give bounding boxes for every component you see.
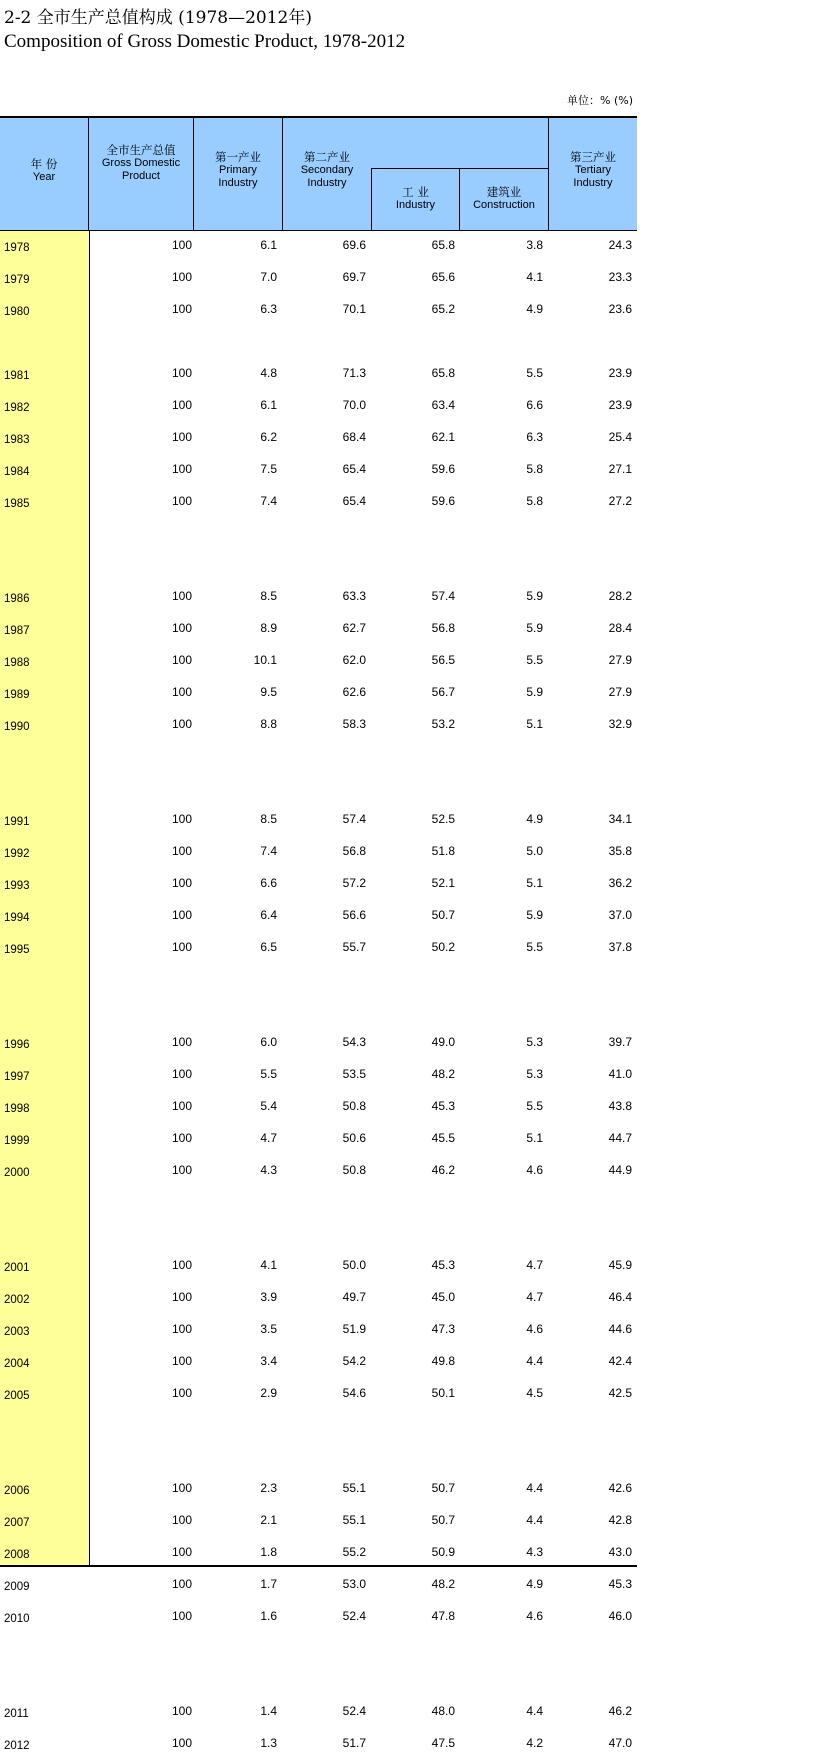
- row-year: 1993: [4, 880, 30, 892]
- cell-industry: 50.7: [431, 1513, 455, 1527]
- cell-gdp: 100: [171, 302, 192, 316]
- cell-gdp: 100: [171, 1099, 192, 1113]
- cell-industry: 56.5: [431, 653, 455, 667]
- cell-industry: 52.5: [431, 812, 455, 826]
- cell-construction: 5.0: [526, 844, 543, 858]
- cell-primary: 6.1: [260, 238, 277, 252]
- cell-primary: 1.4: [260, 1704, 277, 1718]
- cell-primary: 8.5: [260, 589, 277, 603]
- cell-construction: 4.6: [526, 1163, 543, 1177]
- row-year: 1987: [4, 625, 30, 637]
- cell-industry: 45.3: [431, 1099, 455, 1113]
- cell-construction: 4.4: [526, 1704, 543, 1718]
- table-row: [0, 1163, 637, 1183]
- table-row: [0, 430, 637, 450]
- cell-secondary: 52.4: [342, 1704, 366, 1718]
- cell-primary: 3.9: [260, 1290, 277, 1304]
- cell-industry: 48.2: [431, 1577, 455, 1591]
- table-row: [0, 462, 637, 482]
- table-row: [0, 1258, 637, 1278]
- cell-industry: 63.4: [431, 398, 455, 412]
- table-row: [0, 494, 637, 514]
- row-year: 2010: [4, 1613, 30, 1625]
- page-title-en: Composition of Gross Domestic Product, 1978-2012: [4, 31, 406, 52]
- cell-primary: 6.0: [260, 1035, 277, 1049]
- unit-label: 单位：% (%): [567, 94, 633, 107]
- cell-gdp: 100: [171, 621, 192, 635]
- cell-secondary: 68.4: [342, 430, 366, 444]
- cell-gdp: 100: [171, 398, 192, 412]
- cell-construction: 4.4: [526, 1354, 543, 1368]
- cell-tertiary: 27.9: [608, 653, 632, 667]
- cell-gdp: 100: [171, 876, 192, 890]
- cell-gdp: 100: [171, 940, 192, 954]
- row-year: 1999: [4, 1135, 30, 1147]
- table-row: [0, 1386, 637, 1406]
- cell-tertiary: 27.2: [608, 494, 632, 508]
- cell-industry: 56.8: [431, 621, 455, 635]
- cell-primary: 6.5: [260, 940, 277, 954]
- cell-tertiary: 34.1: [608, 812, 632, 826]
- row-year: 1991: [4, 816, 30, 828]
- cell-industry: 47.5: [431, 1736, 455, 1750]
- cell-construction: 6.3: [526, 430, 543, 444]
- table-row: [0, 1481, 637, 1501]
- cell-tertiary: 43.0: [608, 1545, 632, 1559]
- header-year: 年 份 Year: [30, 157, 58, 183]
- cell-industry: 47.3: [431, 1322, 455, 1336]
- cell-industry: 50.9: [431, 1545, 455, 1559]
- cell-gdp: 100: [171, 366, 192, 380]
- cell-primary: 5.4: [260, 1099, 277, 1113]
- row-year: 1989: [4, 689, 30, 701]
- row-year: 2012: [4, 1740, 30, 1752]
- table-row: [0, 238, 637, 258]
- cell-gdp: 100: [171, 1131, 192, 1145]
- table-row: [0, 1704, 637, 1724]
- cell-primary: 2.9: [260, 1386, 277, 1400]
- cell-industry: 59.6: [431, 494, 455, 508]
- table-row: [0, 1035, 637, 1055]
- header-gdp: 全市生产总值 Gross Domestic Product: [101, 143, 181, 182]
- cell-industry: 56.7: [431, 685, 455, 699]
- cell-tertiary: 28.2: [608, 589, 632, 603]
- page-title-cn: 2-2 全市生产总值构成 (1978—2012年): [4, 8, 312, 28]
- cell-secondary: 50.0: [342, 1258, 366, 1272]
- cell-primary: 4.8: [260, 366, 277, 380]
- cell-construction: 5.5: [526, 940, 543, 954]
- cell-tertiary: 27.9: [608, 685, 632, 699]
- table-row: [0, 1577, 637, 1597]
- cell-industry: 45.3: [431, 1258, 455, 1272]
- cell-construction: 4.4: [526, 1513, 543, 1527]
- cell-construction: 4.9: [526, 1577, 543, 1591]
- header-industry: 工 业 Industry: [395, 185, 436, 211]
- cell-primary: 1.8: [260, 1545, 277, 1559]
- cell-industry: 65.2: [431, 302, 455, 316]
- cell-industry: 50.7: [431, 1481, 455, 1495]
- cell-primary: 6.3: [260, 302, 277, 316]
- row-year: 1998: [4, 1103, 30, 1115]
- cell-secondary: 62.0: [342, 653, 366, 667]
- cell-primary: 8.9: [260, 621, 277, 635]
- cell-gdp: 100: [171, 1545, 192, 1559]
- cell-gdp: 100: [171, 238, 192, 252]
- row-year: 2001: [4, 1262, 30, 1274]
- cell-gdp: 100: [171, 1258, 192, 1272]
- cell-secondary: 56.8: [342, 844, 366, 858]
- cell-secondary: 58.3: [342, 717, 366, 731]
- table-header: [0, 116, 637, 231]
- cell-tertiary: 42.5: [608, 1386, 632, 1400]
- row-year: 1992: [4, 848, 30, 860]
- cell-construction: 5.8: [526, 494, 543, 508]
- cell-tertiary: 44.7: [608, 1131, 632, 1145]
- cell-primary: 1.7: [260, 1577, 277, 1591]
- cell-gdp: 100: [171, 589, 192, 603]
- cell-gdp: 100: [171, 717, 192, 731]
- table-row: [0, 812, 637, 832]
- cell-industry: 46.2: [431, 1163, 455, 1177]
- header-secondary: 第二产业 Secondary Industry: [300, 150, 354, 189]
- cell-secondary: 50.8: [342, 1163, 366, 1177]
- cell-primary: 10.1: [253, 653, 277, 667]
- cell-tertiary: 32.9: [608, 717, 632, 731]
- cell-industry: 53.2: [431, 717, 455, 731]
- cell-tertiary: 35.8: [608, 844, 632, 858]
- cell-gdp: 100: [171, 685, 192, 699]
- cell-primary: 9.5: [260, 685, 277, 699]
- cell-construction: 4.7: [526, 1290, 543, 1304]
- cell-primary: 6.2: [260, 430, 277, 444]
- cell-gdp: 100: [171, 653, 192, 667]
- cell-construction: 4.3: [526, 1545, 543, 1559]
- cell-primary: 7.4: [260, 844, 277, 858]
- cell-construction: 5.5: [526, 1099, 543, 1113]
- cell-industry: 65.6: [431, 270, 455, 284]
- cell-gdp: 100: [171, 1609, 192, 1623]
- cell-industry: 50.2: [431, 940, 455, 954]
- cell-tertiary: 42.6: [608, 1481, 632, 1495]
- cell-tertiary: 45.3: [608, 1577, 632, 1591]
- row-year: 1978: [4, 242, 30, 254]
- table-row: [0, 302, 637, 322]
- table-row: [0, 844, 637, 864]
- cell-construction: 5.1: [526, 876, 543, 890]
- row-year: 1981: [4, 370, 30, 382]
- cell-gdp: 100: [171, 908, 192, 922]
- cell-secondary: 70.0: [342, 398, 366, 412]
- cell-secondary: 56.6: [342, 908, 366, 922]
- cell-construction: 5.9: [526, 589, 543, 603]
- table-row: [0, 1131, 637, 1151]
- cell-gdp: 100: [171, 1290, 192, 1304]
- cell-construction: 4.9: [526, 812, 543, 826]
- cell-secondary: 54.6: [342, 1386, 366, 1400]
- table-row: [0, 1513, 637, 1533]
- cell-secondary: 51.9: [342, 1322, 366, 1336]
- cell-secondary: 49.7: [342, 1290, 366, 1304]
- row-year: 2003: [4, 1326, 30, 1338]
- cell-primary: 4.7: [260, 1131, 277, 1145]
- cell-primary: 7.0: [260, 270, 277, 284]
- cell-secondary: 65.4: [342, 494, 366, 508]
- cell-primary: 6.4: [260, 908, 277, 922]
- cell-gdp: 100: [171, 1577, 192, 1591]
- table-row: [0, 1290, 637, 1310]
- cell-gdp: 100: [171, 844, 192, 858]
- cell-construction: 6.6: [526, 398, 543, 412]
- cell-construction: 5.3: [526, 1035, 543, 1049]
- cell-industry: 51.8: [431, 844, 455, 858]
- cell-construction: 4.4: [526, 1481, 543, 1495]
- cell-secondary: 55.1: [342, 1481, 366, 1495]
- table-row: [0, 270, 637, 290]
- table-row: [0, 1545, 637, 1565]
- table-row: [0, 366, 637, 386]
- cell-tertiary: 24.3: [608, 238, 632, 252]
- row-year: 1982: [4, 402, 30, 414]
- cell-tertiary: 41.0: [608, 1067, 632, 1081]
- row-year: 2006: [4, 1485, 30, 1497]
- table-row: [0, 685, 637, 705]
- cell-construction: 5.1: [526, 1131, 543, 1145]
- cell-tertiary: 37.8: [608, 940, 632, 954]
- cell-secondary: 53.5: [342, 1067, 366, 1081]
- row-year: 2009: [4, 1581, 30, 1593]
- row-year: 1984: [4, 466, 30, 478]
- cell-tertiary: 25.4: [608, 430, 632, 444]
- cell-industry: 48.2: [431, 1067, 455, 1081]
- cell-primary: 3.5: [260, 1322, 277, 1336]
- table-row: [0, 1322, 637, 1342]
- cell-secondary: 65.4: [342, 462, 366, 476]
- table-row: [0, 908, 637, 928]
- cell-construction: 5.9: [526, 621, 543, 635]
- row-year: 1996: [4, 1039, 30, 1051]
- cell-primary: 8.5: [260, 812, 277, 826]
- table-row: [0, 1736, 637, 1756]
- cell-construction: 4.6: [526, 1322, 543, 1336]
- cell-secondary: 62.6: [342, 685, 366, 699]
- cell-construction: 5.9: [526, 685, 543, 699]
- table-row: [0, 1067, 637, 1087]
- cell-secondary: 70.1: [342, 302, 366, 316]
- cell-tertiary: 47.0: [608, 1736, 632, 1750]
- cell-gdp: 100: [171, 1513, 192, 1527]
- table-bottom-rule: [0, 1565, 637, 1567]
- cell-industry: 65.8: [431, 366, 455, 380]
- row-year: 1994: [4, 912, 30, 924]
- cell-secondary: 63.3: [342, 589, 366, 603]
- cell-secondary: 55.2: [342, 1545, 366, 1559]
- row-year: 2007: [4, 1517, 30, 1529]
- cell-primary: 7.4: [260, 494, 277, 508]
- cell-primary: 5.5: [260, 1067, 277, 1081]
- cell-industry: 62.1: [431, 430, 455, 444]
- cell-industry: 59.6: [431, 462, 455, 476]
- cell-gdp: 100: [171, 1354, 192, 1368]
- cell-industry: 45.0: [431, 1290, 455, 1304]
- table-row: [0, 589, 637, 609]
- cell-tertiary: 39.7: [608, 1035, 632, 1049]
- row-year: 1986: [4, 593, 30, 605]
- cell-gdp: 100: [171, 1736, 192, 1750]
- cell-primary: 6.1: [260, 398, 277, 412]
- table-row: [0, 717, 637, 737]
- cell-tertiary: 36.2: [608, 876, 632, 890]
- row-year: 1983: [4, 434, 30, 446]
- cell-construction: 5.3: [526, 1067, 543, 1081]
- row-year: 2008: [4, 1549, 30, 1561]
- cell-tertiary: 46.2: [608, 1704, 632, 1718]
- row-year: 2000: [4, 1167, 30, 1179]
- row-year: 1985: [4, 498, 30, 510]
- cell-tertiary: 37.0: [608, 908, 632, 922]
- cell-gdp: 100: [171, 1704, 192, 1718]
- cell-gdp: 100: [171, 1067, 192, 1081]
- table-row: [0, 398, 637, 418]
- cell-gdp: 100: [171, 1163, 192, 1177]
- cell-construction: 4.2: [526, 1736, 543, 1750]
- cell-gdp: 100: [171, 1322, 192, 1336]
- cell-primary: 1.6: [260, 1609, 277, 1623]
- cell-secondary: 54.2: [342, 1354, 366, 1368]
- table-row: [0, 940, 637, 960]
- cell-industry: 47.8: [431, 1609, 455, 1623]
- cell-construction: 5.5: [526, 366, 543, 380]
- cell-tertiary: 46.0: [608, 1609, 632, 1623]
- table-row: [0, 1609, 637, 1629]
- cell-tertiary: 23.6: [608, 302, 632, 316]
- cell-primary: 4.1: [260, 1258, 277, 1272]
- cell-construction: 4.9: [526, 302, 543, 316]
- row-year: 1980: [4, 306, 30, 318]
- table-row: [0, 1354, 637, 1374]
- cell-secondary: 55.7: [342, 940, 366, 954]
- cell-secondary: 57.2: [342, 876, 366, 890]
- header-primary: 第一产业 Primary Industry: [215, 150, 261, 189]
- row-year: 2004: [4, 1358, 30, 1370]
- cell-industry: 50.7: [431, 908, 455, 922]
- cell-tertiary: 46.4: [608, 1290, 632, 1304]
- row-year: 2011: [4, 1708, 29, 1720]
- cell-primary: 6.6: [260, 876, 277, 890]
- cell-primary: 3.4: [260, 1354, 277, 1368]
- cell-gdp: 100: [171, 1481, 192, 1495]
- cell-tertiary: 44.6: [608, 1322, 632, 1336]
- cell-secondary: 62.7: [342, 621, 366, 635]
- cell-construction: 4.1: [526, 270, 543, 284]
- cell-secondary: 57.4: [342, 812, 366, 826]
- cell-tertiary: 27.1: [608, 462, 632, 476]
- cell-tertiary: 28.4: [608, 621, 632, 635]
- cell-secondary: 69.7: [342, 270, 366, 284]
- header-tertiary: 第三产业 Tertiary Industry: [570, 150, 616, 189]
- row-year: 2005: [4, 1390, 30, 1402]
- cell-secondary: 50.8: [342, 1099, 366, 1113]
- cell-primary: 1.3: [260, 1736, 277, 1750]
- cell-gdp: 100: [171, 494, 192, 508]
- cell-gdp: 100: [171, 812, 192, 826]
- table-row: [0, 1099, 637, 1119]
- cell-tertiary: 23.3: [608, 270, 632, 284]
- row-year: 1990: [4, 721, 30, 733]
- cell-secondary: 52.4: [342, 1609, 366, 1623]
- cell-primary: 2.3: [260, 1481, 277, 1495]
- cell-construction: 5.9: [526, 908, 543, 922]
- table-row: [0, 653, 637, 673]
- cell-gdp: 100: [171, 430, 192, 444]
- cell-secondary: 71.3: [342, 366, 366, 380]
- cell-industry: 49.8: [431, 1354, 455, 1368]
- cell-gdp: 100: [171, 1035, 192, 1049]
- cell-gdp: 100: [171, 270, 192, 284]
- cell-gdp: 100: [171, 462, 192, 476]
- row-year: 1997: [4, 1071, 30, 1083]
- row-year: 2002: [4, 1294, 30, 1306]
- cell-secondary: 50.6: [342, 1131, 366, 1145]
- row-year: 1988: [4, 657, 30, 669]
- cell-primary: 8.8: [260, 717, 277, 731]
- cell-construction: 4.6: [526, 1609, 543, 1623]
- cell-secondary: 51.7: [342, 1736, 366, 1750]
- table-row: [0, 876, 637, 896]
- cell-construction: 4.5: [526, 1386, 543, 1400]
- cell-construction: 5.5: [526, 653, 543, 667]
- cell-secondary: 69.6: [342, 238, 366, 252]
- cell-tertiary: 23.9: [608, 366, 632, 380]
- row-year: 1995: [4, 944, 30, 956]
- cell-secondary: 55.1: [342, 1513, 366, 1527]
- cell-industry: 57.4: [431, 589, 455, 603]
- cell-industry: 65.8: [431, 238, 455, 252]
- cell-construction: 3.8: [526, 238, 543, 252]
- cell-tertiary: 42.4: [608, 1354, 632, 1368]
- cell-industry: 52.1: [431, 876, 455, 890]
- cell-tertiary: 23.9: [608, 398, 632, 412]
- cell-construction: 5.1: [526, 717, 543, 731]
- cell-secondary: 54.3: [342, 1035, 366, 1049]
- cell-construction: 4.7: [526, 1258, 543, 1272]
- cell-tertiary: 42.8: [608, 1513, 632, 1527]
- cell-tertiary: 45.9: [608, 1258, 632, 1272]
- cell-gdp: 100: [171, 1386, 192, 1400]
- cell-industry: 49.0: [431, 1035, 455, 1049]
- cell-industry: 48.0: [431, 1704, 455, 1718]
- cell-industry: 50.1: [431, 1386, 455, 1400]
- table-row: [0, 621, 637, 641]
- cell-industry: 45.5: [431, 1131, 455, 1145]
- row-year: 1979: [4, 274, 30, 286]
- cell-tertiary: 44.9: [608, 1163, 632, 1177]
- cell-secondary: 53.0: [342, 1577, 366, 1591]
- cell-primary: 7.5: [260, 462, 277, 476]
- cell-construction: 5.8: [526, 462, 543, 476]
- cell-tertiary: 43.8: [608, 1099, 632, 1113]
- cell-primary: 2.1: [260, 1513, 277, 1527]
- header-construction: 建筑业 Construction: [473, 185, 535, 211]
- cell-primary: 4.3: [260, 1163, 277, 1177]
